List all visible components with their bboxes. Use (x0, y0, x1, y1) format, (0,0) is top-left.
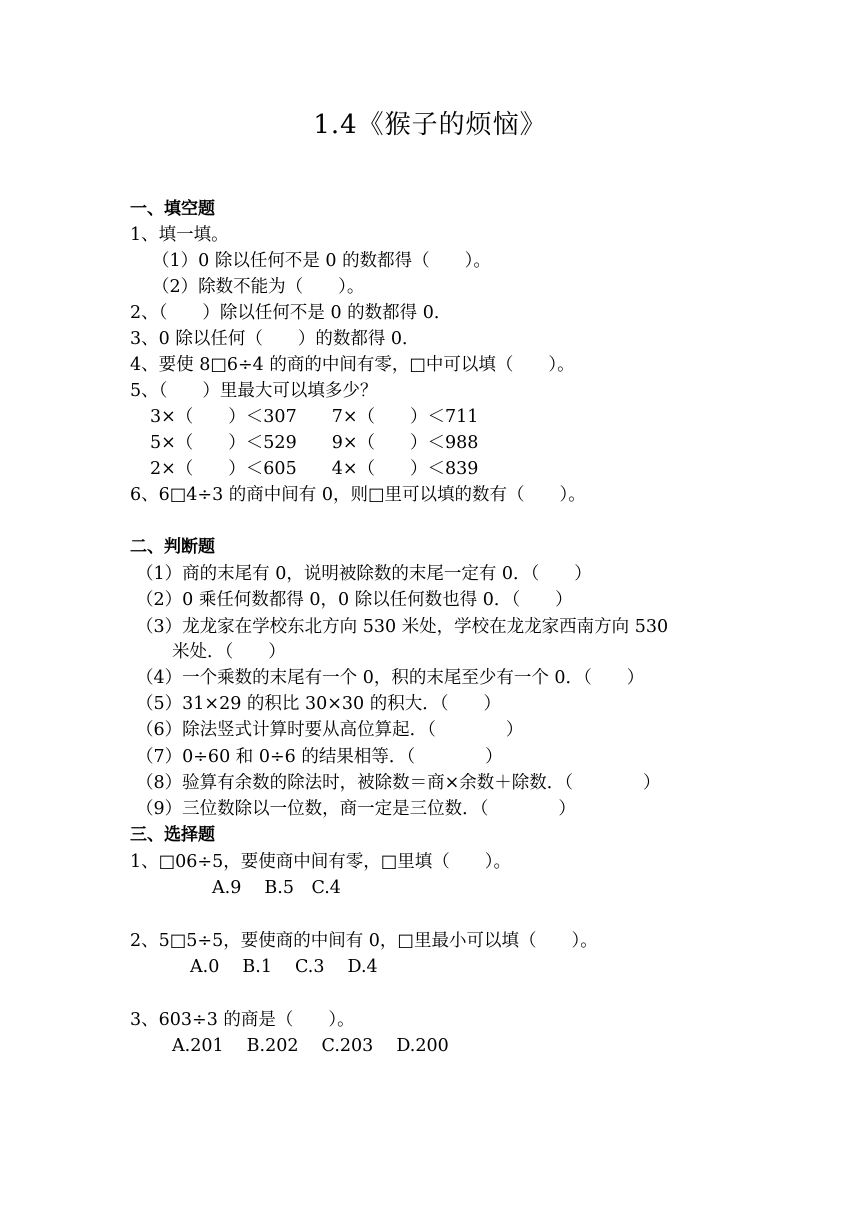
section-heading-true-false: 二、判断题 (130, 537, 215, 557)
choice-question-3-options: A.201 B.202 C.203 D.200 (172, 1036, 449, 1056)
choice-question-2-options: A.0 B.1 C.3 D.4 (190, 957, 378, 977)
judge-item-1: （1）商的末尾有 0，说明被除数的末尾一定有 0．（ ） (136, 564, 592, 584)
judge-item-5: （5）31×29 的积比 30×30 的积大．（ ） (136, 694, 501, 714)
question-6: 6、6□4÷3 的商中间有 0，则□里可以填的数有（ ）。 (130, 485, 586, 505)
question-5-row-1: 3×（ ）＜307 7×（ ）＜711 (150, 407, 479, 427)
page-title: 1.4《猴子的烦恼》 (313, 110, 547, 140)
choice-question-3: 3、603÷3 的商是（ ）。 (130, 1010, 355, 1030)
choice-question-2: 2、5□5÷5，要使商的中间有 0，□里最小可以填（ ）。 (130, 931, 598, 951)
question-1-part-1: （1）0 除以任何不是 0 的数都得（ ）。 (152, 251, 491, 271)
judge-item-3-cont: 米处．（ ） (172, 642, 286, 662)
question-5-row-2: 5×（ ）＜529 9×（ ）＜988 (150, 433, 479, 453)
choice-question-1-options: A.9 B.5 C.4 (212, 878, 341, 898)
judge-item-3: （3）龙龙家在学校东北方向 530 米处，学校在龙龙家西南方向 530 (136, 617, 669, 637)
question-1: 1、填一填。 (130, 225, 229, 245)
judge-item-6: （6）除法竖式计算时要从高位算起．（ ） (136, 720, 524, 740)
question-3: 3、0 除以任何（ ）的数都得 0． (130, 329, 420, 349)
judge-item-4: （4）一个乘数的末尾有一个 0，积的末尾至少有一个 0．（ ） (136, 668, 645, 688)
judge-item-8: （8）验算有余数的除法时，被除数＝商×余数＋除数．（ ） (136, 773, 661, 793)
question-2: 2、（ ）除以任何不是 0 的数都得 0． (130, 303, 452, 323)
section-heading-multiple-choice: 三、选择题 (130, 825, 215, 845)
question-4: 4、要使 8□6÷4 的商的中间有零，□中可以填（ ）。 (130, 355, 575, 375)
question-5: 5、（ ）里最大可以填多少？ (130, 381, 378, 401)
choice-question-1: 1、□06÷5，要使商中间有零，□里填（ ）。 (130, 852, 512, 872)
judge-item-2: （2）0 乘任何数都得 0，0 除以任何数也得 0．（ ） (136, 590, 573, 610)
judge-item-7: （7）0÷60 和 0÷6 的结果相等．（ ） (136, 747, 503, 767)
question-5-row-3: 2×（ ）＜605 4×（ ）＜839 (150, 459, 479, 479)
section-heading-fill-blank: 一、填空题 (130, 199, 215, 219)
judge-item-9: （9）三位数除以一位数，商一定是三位数．（ ） (136, 799, 576, 819)
question-1-part-2: （2）除数不能为（ ）。 (152, 277, 365, 297)
